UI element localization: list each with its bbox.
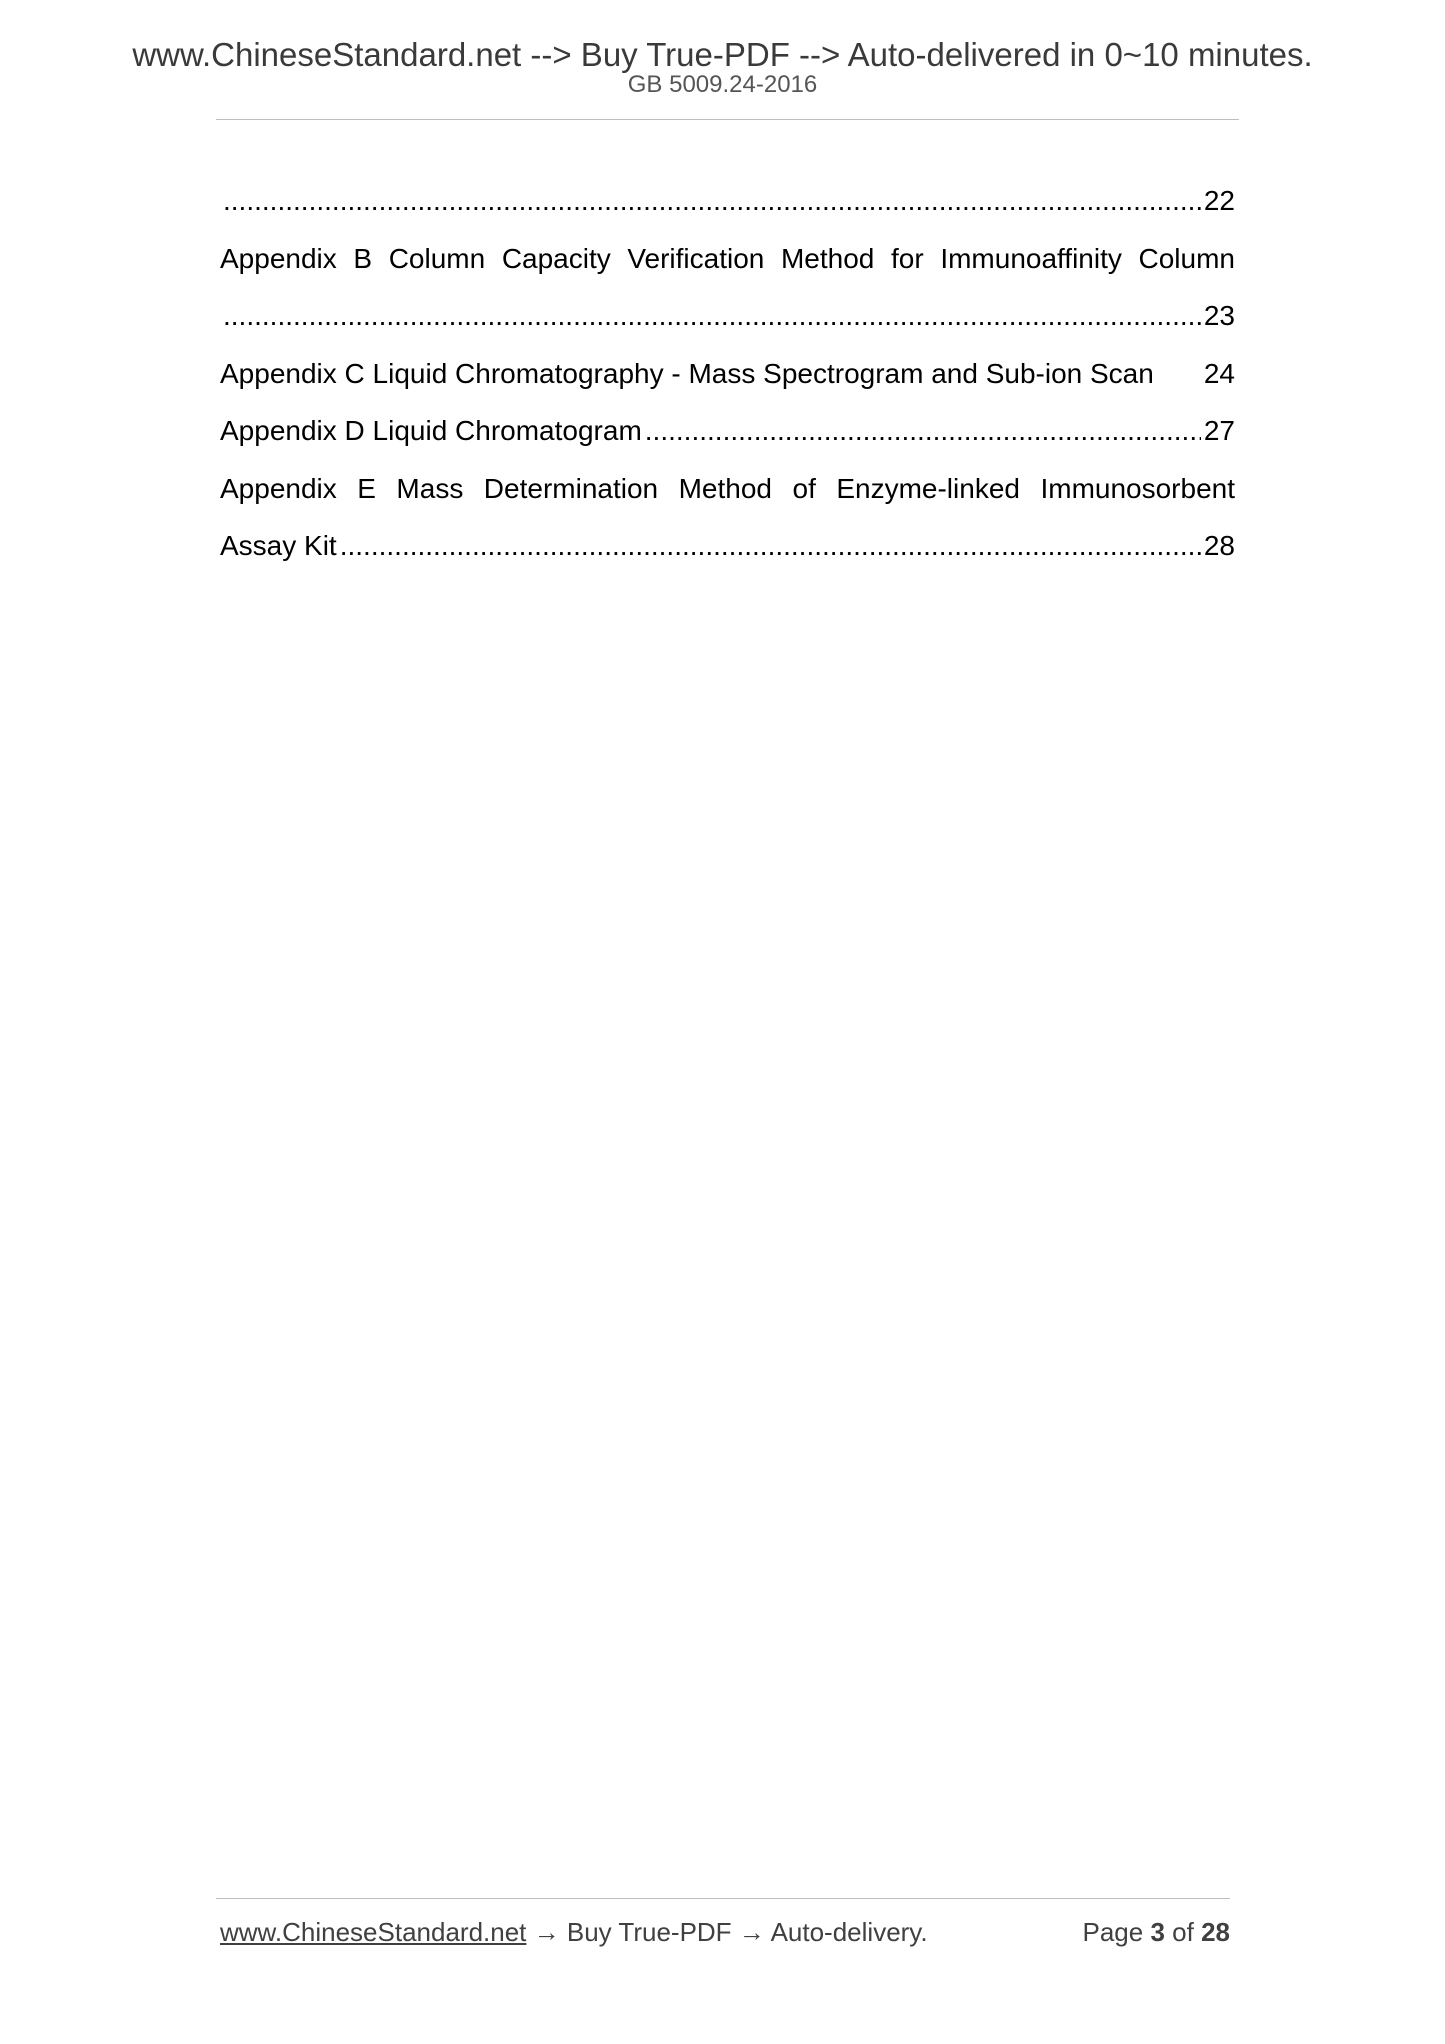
toc-entry-appendix-b-title[interactable]: [220, 230, 1235, 288]
toc-entry-appendix-d[interactable]: [220, 402, 1235, 460]
page-indicator: [1082, 1919, 1230, 1945]
toc-entry-appendix-e-title[interactable]: [220, 460, 1235, 518]
footer-site-link[interactable]: www.ChineseStandard.net: [220, 1917, 527, 1947]
toc-leader: [223, 172, 1201, 230]
footer-tagline: → Buy True-PDF → Auto-delivery.: [526, 1917, 928, 1947]
document-code: GB 5009.24-2016: [627, 71, 818, 98]
footer-divider: [216, 1898, 1230, 1899]
toc-page-number: 24: [1203, 357, 1235, 389]
toc-page-number: 22: [1203, 185, 1235, 216]
toc-entry-appendix-e-leader[interactable]: [220, 517, 1235, 575]
toc-page-number: 23: [1203, 300, 1235, 331]
toc-leader: [645, 402, 1201, 460]
toc-page-number: 28: [1203, 530, 1235, 561]
total-pages-number: 28: [1201, 1917, 1230, 1947]
toc-entry-label: Appendix B Column Capacity Verification Method for Immunoaffinity Column: [220, 242, 1235, 274]
table-of-contents: [220, 172, 1235, 575]
toc-entry-label: Appendix E Mass Determination Method of Enzyme-linked Immunosorbent: [220, 472, 1235, 504]
toc-leader: [223, 287, 1201, 345]
page-word: Page: [1082, 1917, 1144, 1947]
toc-page-number: 27: [1203, 415, 1235, 446]
toc-entry-appendix-c[interactable]: [220, 345, 1235, 403]
header-divider: [216, 119, 1239, 120]
page-footer: [220, 1919, 1230, 1945]
toc-entry-appendix-b-leader[interactable]: [220, 287, 1235, 345]
toc-entry-label: Appendix D Liquid Chromatogram: [220, 415, 642, 446]
toc-entry-continuation[interactable]: [220, 172, 1235, 230]
of-word: of: [1172, 1917, 1194, 1947]
toc-leader: [340, 517, 1201, 575]
header-banner: www.ChineseStandard.net --> Buy True-PDF --> Auto-delivered in 0~10 minutes.: [132, 36, 1313, 73]
toc-entry-label: Appendix C Liquid Chromatography - Mass Spectrogram and Sub-ion Scan: [220, 357, 1154, 389]
current-page-number: 3: [1150, 1917, 1165, 1947]
toc-entry-label-continuation: Assay Kit: [220, 530, 337, 561]
